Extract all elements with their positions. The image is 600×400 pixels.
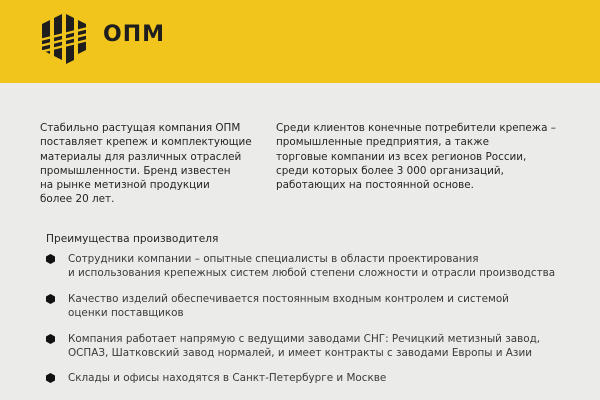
advantages-list [44, 252, 555, 397]
list-item-text: Сотрудники компании – опытные специалисты в области проектирования и использования крепежных систем любой степени сложности и отрасли производства [68, 253, 556, 279]
intro-left-text: Стабильно растущая компания ОПМ поставляет крепеж и комплектующие материалы для различных отраслей промышленности. Бренд известен на рынке метизной продукции более 20 лет. [40, 122, 252, 206]
list-item [44, 292, 555, 320]
list-item [44, 371, 555, 385]
hexagon-bullet-icon [46, 254, 55, 264]
opm-logo-icon [38, 10, 90, 64]
hexagon-bullet-icon [46, 334, 55, 344]
list-item [44, 252, 555, 280]
hexagon-bullet-icon [46, 373, 55, 383]
header-band [0, 0, 600, 83]
brand-name: ОПМ [103, 22, 166, 47]
intro-right-text: Среди клиентов конечные потребители крепежа – промышленные предприятия, а также торговые компании из всех регионов России, среди которых более 3 000 организаций, работающих на постоянной основе. [276, 122, 556, 192]
list-item-text: Компания работает напрямую с ведущими заводами СНГ: Речицкий метизный завод, ОСПАЗ, Шатковский завод нормалей, и имеет контракты с заводами Европы и Азии [68, 333, 541, 359]
list-item-text: Качество изделий обеспечивается постоянным входным контролем и системой оценки поставщиков [68, 293, 509, 319]
advantages-title: Преимущества производителя [46, 233, 219, 245]
hexagon-bullet-icon [46, 294, 55, 304]
list-item [44, 332, 555, 360]
list-item-text: Склады и офисы находятся в Санкт-Петербурге и Москве [68, 372, 387, 384]
